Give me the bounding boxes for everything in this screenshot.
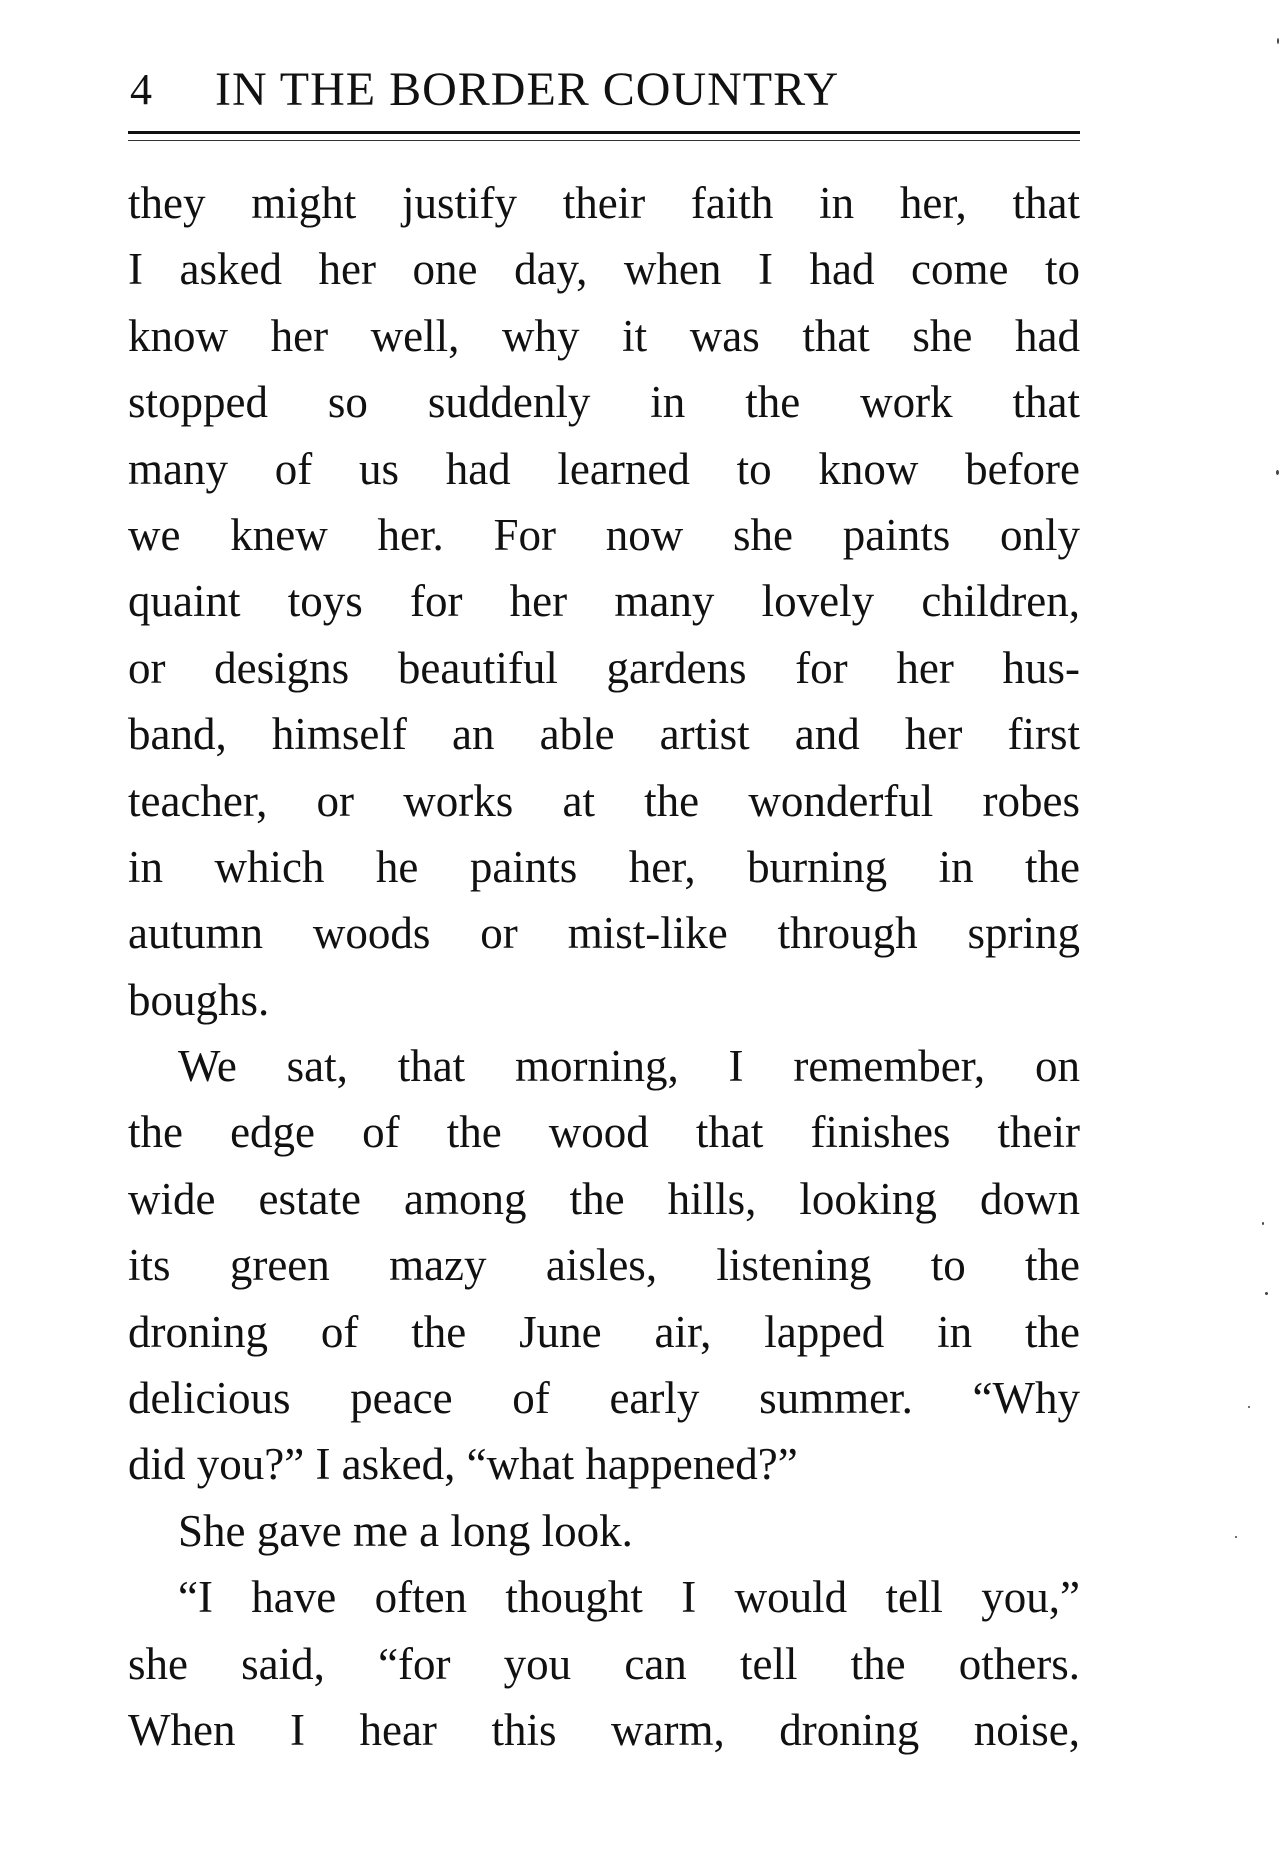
text-line: they might justify their faith in her, that	[128, 178, 1080, 228]
scan-speck	[1248, 1406, 1250, 1408]
text-line: band, himself an able artist and her first	[128, 709, 1080, 760]
page-header	[130, 52, 1080, 122]
scan-speck	[1277, 38, 1279, 44]
text-line: delicious peace of early summer. “Why	[128, 1373, 1080, 1424]
text-line: She gave me a long look.	[178, 1505, 633, 1556]
scan-speck	[1265, 1292, 1268, 1295]
text-line: we knew her. For now she paints only	[128, 509, 1080, 560]
scan-speck	[1276, 470, 1279, 475]
text-line: We sat, that morning, I remember, on	[178, 1041, 1080, 1092]
text-line: When I hear this warm, droning noise,	[128, 1704, 1080, 1755]
text-line: boughs.	[128, 974, 270, 1025]
header-rule-thin	[128, 140, 1080, 141]
header-rule-thick	[128, 131, 1080, 134]
scan-speck	[1262, 1222, 1264, 1225]
text-line: droning of the June air, lapped in the	[128, 1306, 1080, 1357]
text-line: know her well, why it was that she had	[128, 310, 1080, 361]
text-line: autumn woods or mist-like through spring	[128, 908, 1080, 959]
text-line: in which he paints her, burning in the	[128, 841, 1080, 892]
text-line: quaint toys for her many lovely children,	[128, 576, 1080, 627]
text-line: the edge of the wood that finishes their	[128, 1107, 1080, 1158]
body-text	[128, 170, 1080, 1763]
text-line: many of us had learned to know before	[128, 443, 1080, 494]
text-line: wide estate among the hills, looking down	[128, 1173, 1080, 1224]
text-line: teacher, or works at the wonderful robes	[128, 775, 1080, 826]
text-line: “I have often thought I would tell you,”	[178, 1572, 1080, 1623]
text-line: or designs beautiful gardens for her hus-	[128, 642, 1080, 693]
page-number: 4	[130, 65, 152, 114]
text-line: stopped so suddenly in the work that	[128, 377, 1080, 428]
scan-speck	[1235, 1536, 1237, 1538]
text-line: she said, “for you can tell the others.	[128, 1638, 1080, 1689]
text-line: did you?” I asked, “what happened?”	[128, 1439, 798, 1490]
running-title: IN THE BORDER COUNTRY	[215, 63, 840, 116]
text-line: I asked her one day, when I had come to	[128, 244, 1080, 295]
text-line: its green mazy aisles, listening to the	[128, 1240, 1080, 1291]
